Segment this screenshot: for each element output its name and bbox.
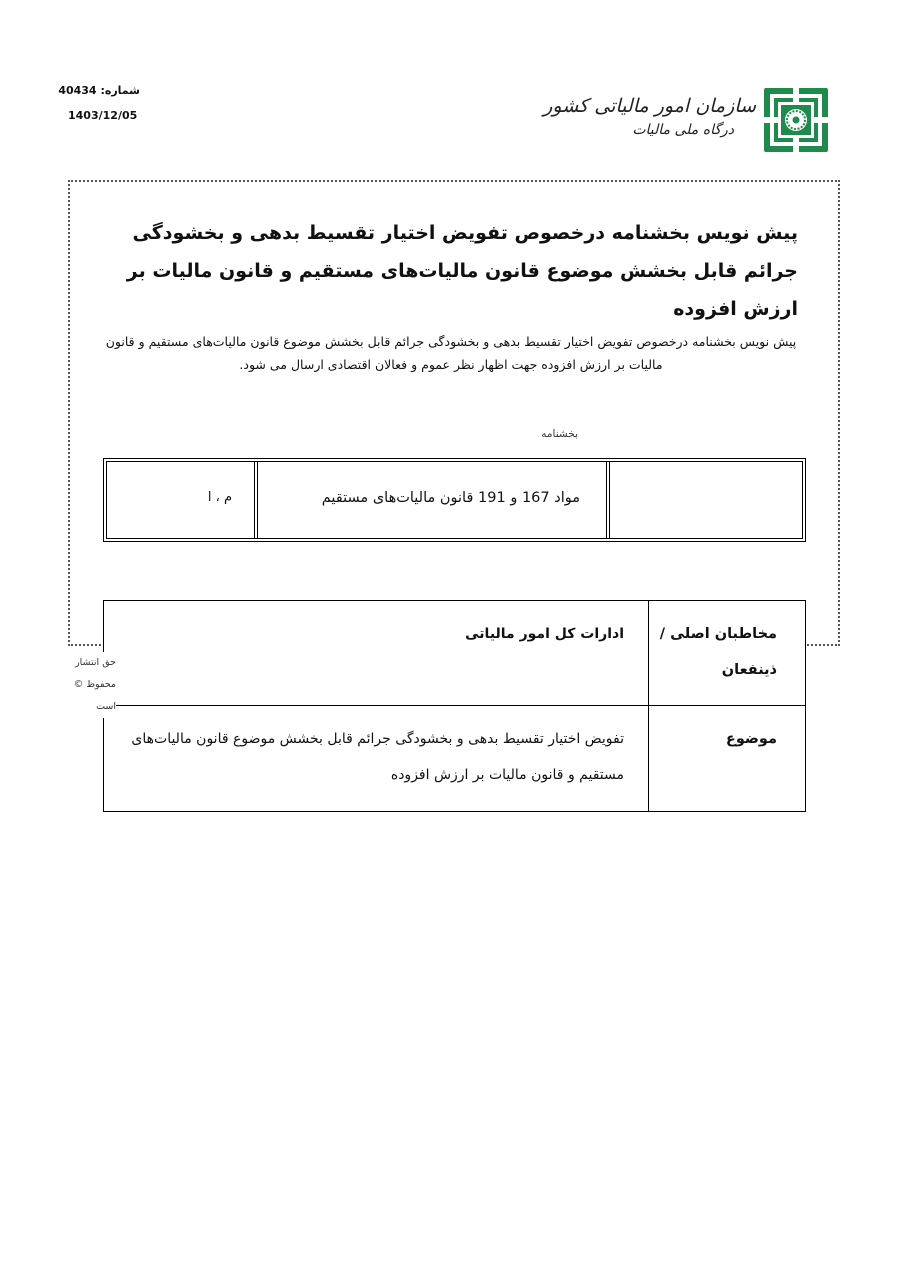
org-name: سازمان امور مالیاتی کشور xyxy=(543,95,756,117)
letter-date: 1403/12/05 xyxy=(68,109,138,122)
circular-info-table xyxy=(103,600,806,812)
reference-cell-empty xyxy=(606,462,802,538)
document-title: پیش نویس بخشنامه درخصوص تفویض اختیار تقسیط بدهی و بخشودگی جرائم قابل بخشش موضوع قانون مالیات‌های مستقیم و قانون مالیات بر ارزش افزوده xyxy=(126,222,798,320)
reference-cell-articles xyxy=(254,462,606,538)
reference-table xyxy=(103,458,806,542)
subject-value: تفویض اختیار تقسیط بدهی و بخشودگی جرائم قابل بخشش موضوع قانون مالیات‌های مستقیم و قانون مالیات بر ارزش افزوده xyxy=(104,706,649,812)
audience-header: مخاطبان اصلی / ذینفعان xyxy=(649,601,806,706)
table-row xyxy=(104,601,806,706)
reference-articles-text: مواد 167 و 191 قانون مالیات‌های مستقیم xyxy=(321,490,580,506)
subject-header: موضوع xyxy=(649,706,806,812)
number-value: 40434 xyxy=(58,84,97,97)
tax-organization-logo-icon xyxy=(764,88,828,152)
org-subtitle: درگاه ملی مالیات xyxy=(632,122,734,138)
reference-code-text: م ، ا xyxy=(207,490,232,505)
number-label: شماره: xyxy=(100,84,140,97)
audience-value: ادارات کل امور مالیاتی xyxy=(104,601,649,706)
document-intro: پیش نویس بخشنامه درخصوص تفویض اختیار تقسیط بدهی و بخشودگی جرائم قابل بخشش موضوع قانون مالیات‌های مستقیم و قانون مالیات بر ارزش افزوده جهت اظهار نظر عموم و فعالان اقتصادی ارسال می شود. xyxy=(105,334,797,372)
copyright-notice: حق انتشار محفوظ © است xyxy=(64,652,116,718)
reference-cell-code xyxy=(107,462,254,538)
table-row xyxy=(104,706,806,812)
org-title xyxy=(543,92,756,140)
letter-number xyxy=(58,84,140,106)
section-label: بخشنامه xyxy=(541,428,578,440)
